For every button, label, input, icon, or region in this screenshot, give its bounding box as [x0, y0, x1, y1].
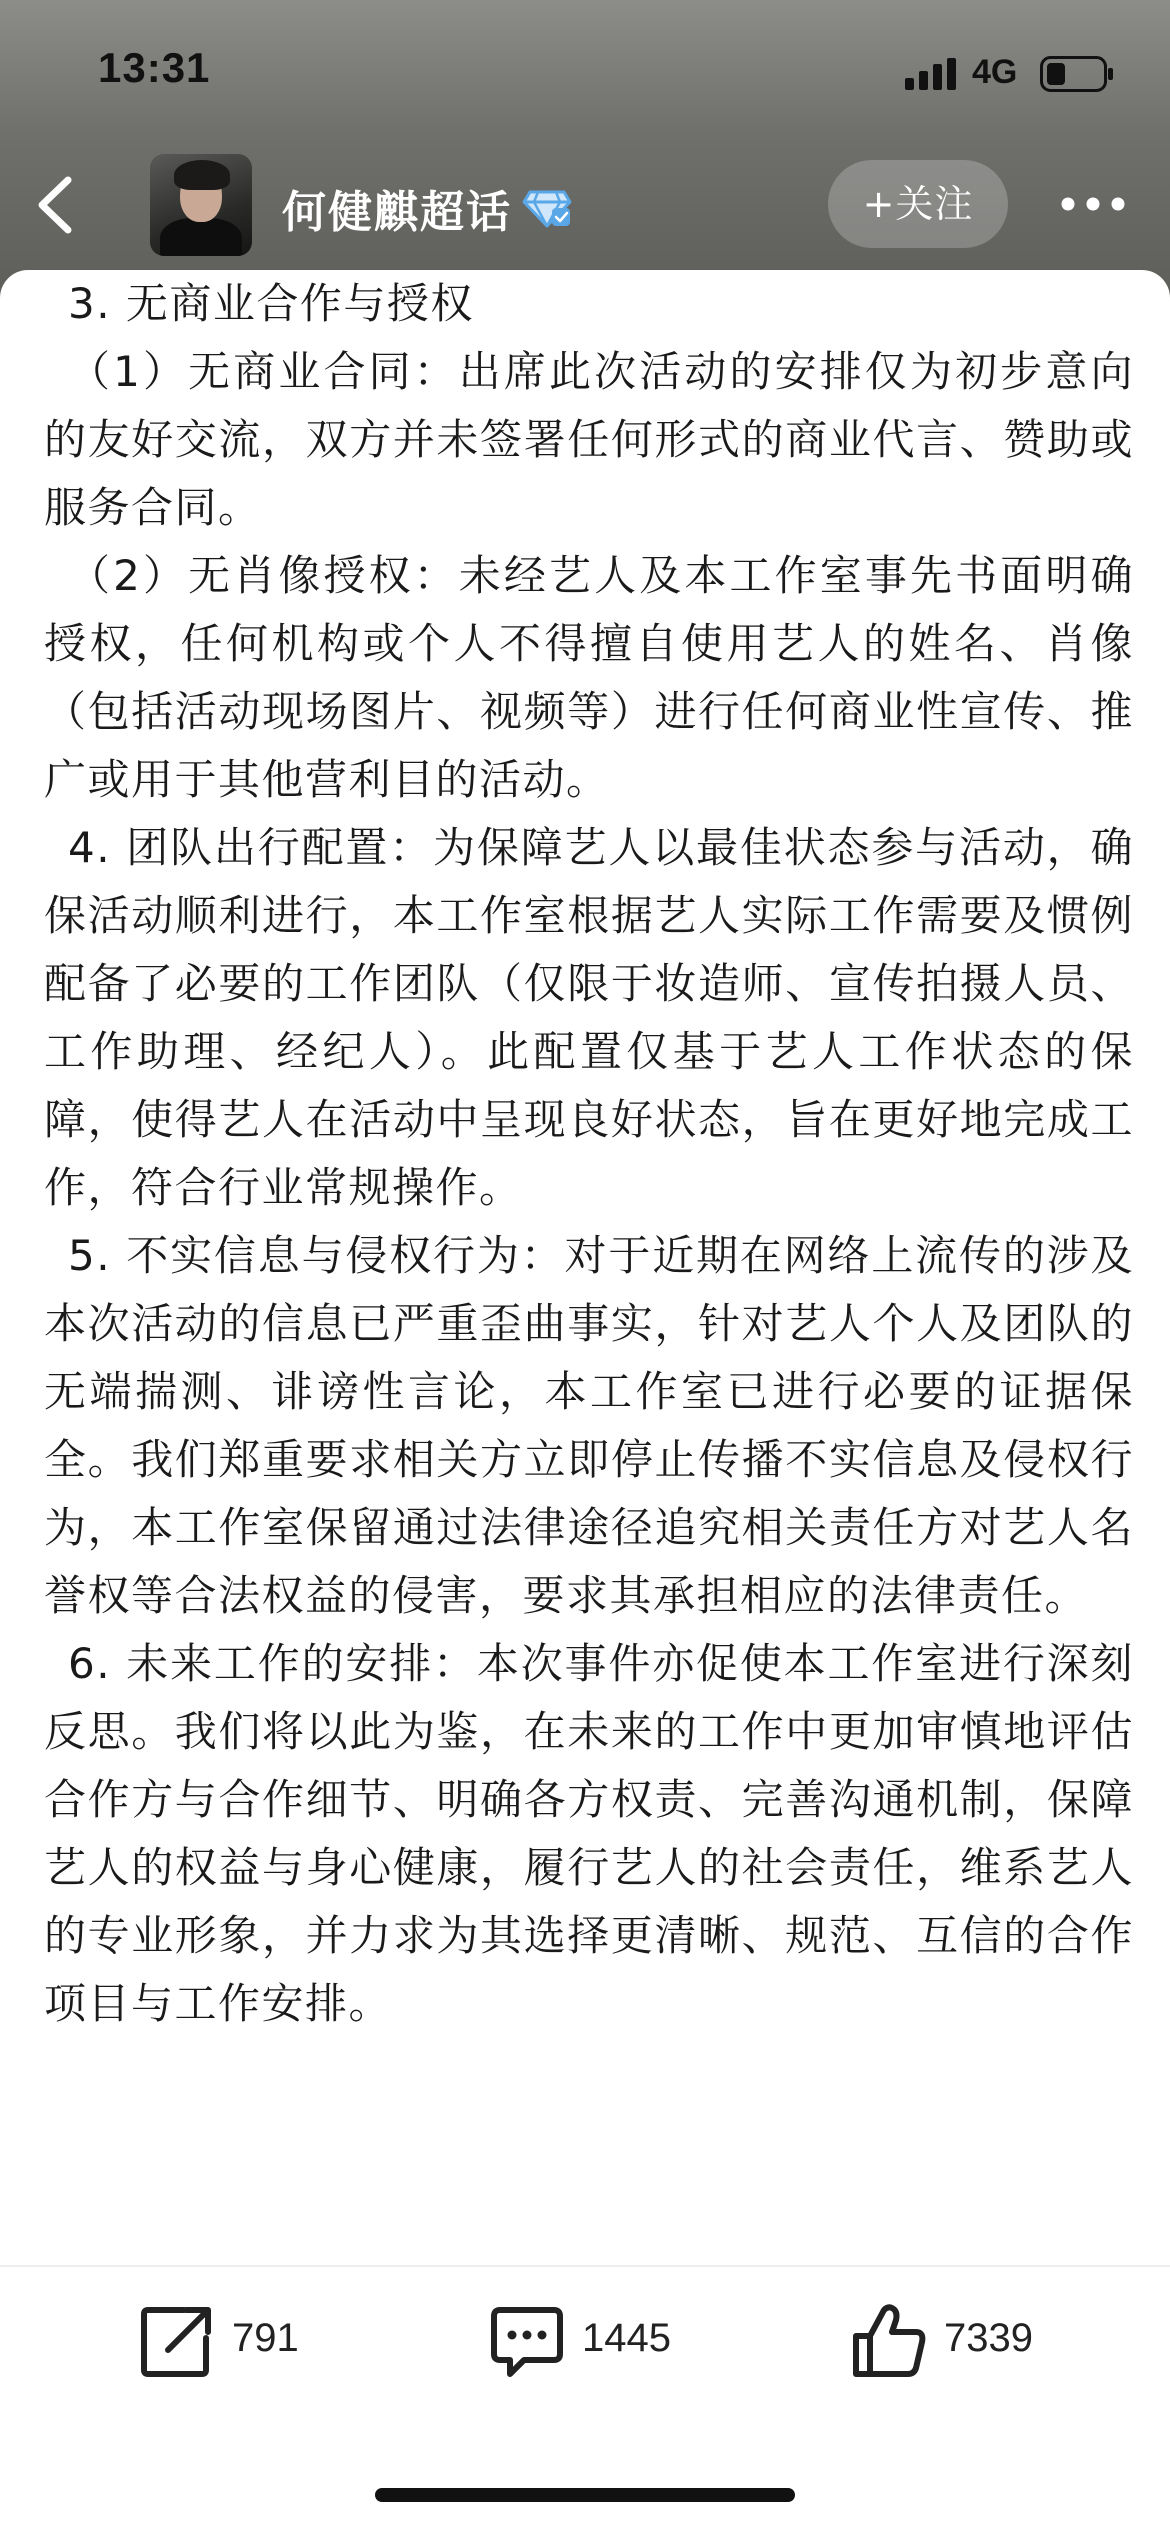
- page-title[interactable]: 何健麒超话: [282, 187, 512, 238]
- article-body: [44, 270, 1134, 2038]
- status-time: 13:31: [98, 44, 211, 91]
- network-label: 4G: [972, 53, 1018, 91]
- action-bar: [0, 2268, 1170, 2418]
- like-count: 7339: [944, 2316, 1033, 2360]
- comment-icon: [488, 2302, 566, 2380]
- divider: [0, 2265, 1170, 2267]
- article-paragraph: （2）无肖像授权：未经艺人及本工作室事先书面明确授权，任何机构或个人不得擅自使用艺人的姓名、肖像（包括活动现场图片、视频等）进行任何商业性宣传、推广或用于其他营利目的活动。: [44, 551, 1134, 804]
- diamond-icon: [522, 180, 572, 230]
- share-count: 791: [232, 2316, 299, 2360]
- share-icon: [138, 2302, 216, 2380]
- chevron-left-icon[interactable]: [28, 174, 84, 236]
- article-paragraph: 5. 不实信息与侵权行为：对于近期在网络上流传的涉及本次活动的信息已严重歪曲事实，针对艺人个人及团队的无端揣测、诽谤性言论，本工作室已进行必要的证据保全。我们郑重要求相关方立即停止传播不实信息及侵权行为，本工作室保留通过法律途径追究相关责任方对艺人名誉权等合法权益的侵害，要求其承担相应的法律责任。: [44, 1231, 1134, 1620]
- article-paragraph: 6. 未来工作的安排：本次事件亦促使本工作室进行深刻反思。我们将以此为鉴，在未来的工作中更加审慎地评估合作方与合作细节、明确各方权责、完善沟通机制，保障艺人的权益与身心健康，履行艺人的社会责任，维系艺人的专业形象，并力求为其选择更清晰、规范、互信的合作项目与工作安排。: [44, 1639, 1134, 2028]
- battery-icon: [1040, 56, 1114, 92]
- avatar[interactable]: [150, 154, 252, 256]
- content-card: [0, 270, 1170, 2532]
- article-paragraph: 4. 团队出行配置：为保障艺人以最佳状态参与活动，确保活动顺利进行，本工作室根据艺人实际工作需要及惯例配备了必要的工作团队（仅限于妆造师、宣传拍摄人员、工作助理、经纪人）。此配置仅基于艺人工作状态的保障，使得艺人在活动中呈现良好状态，旨在更好地完成工作，符合行业常规操作。: [44, 823, 1134, 1212]
- article-paragraph: 3. 无商业合作与授权: [68, 279, 474, 328]
- signal-icon: [905, 58, 957, 90]
- nav-bar: [0, 150, 1170, 280]
- more-dots-icon[interactable]: [1058, 184, 1128, 224]
- thumbs-up-icon: [850, 2302, 928, 2380]
- like-button[interactable]: [850, 2298, 1090, 2388]
- comment-count: 1445: [582, 2316, 671, 2360]
- article-paragraph: （1）无商业合同：出席此次活动的安排仅为初步意向的友好交流，双方并未签署任何形式的商业代言、赞助或服务合同。: [44, 347, 1134, 532]
- share-button[interactable]: [138, 2298, 338, 2388]
- home-indicator[interactable]: [375, 2488, 795, 2502]
- follow-button[interactable]: +关注: [828, 160, 1008, 248]
- comment-button[interactable]: [488, 2298, 728, 2388]
- status-bar: [0, 0, 1170, 150]
